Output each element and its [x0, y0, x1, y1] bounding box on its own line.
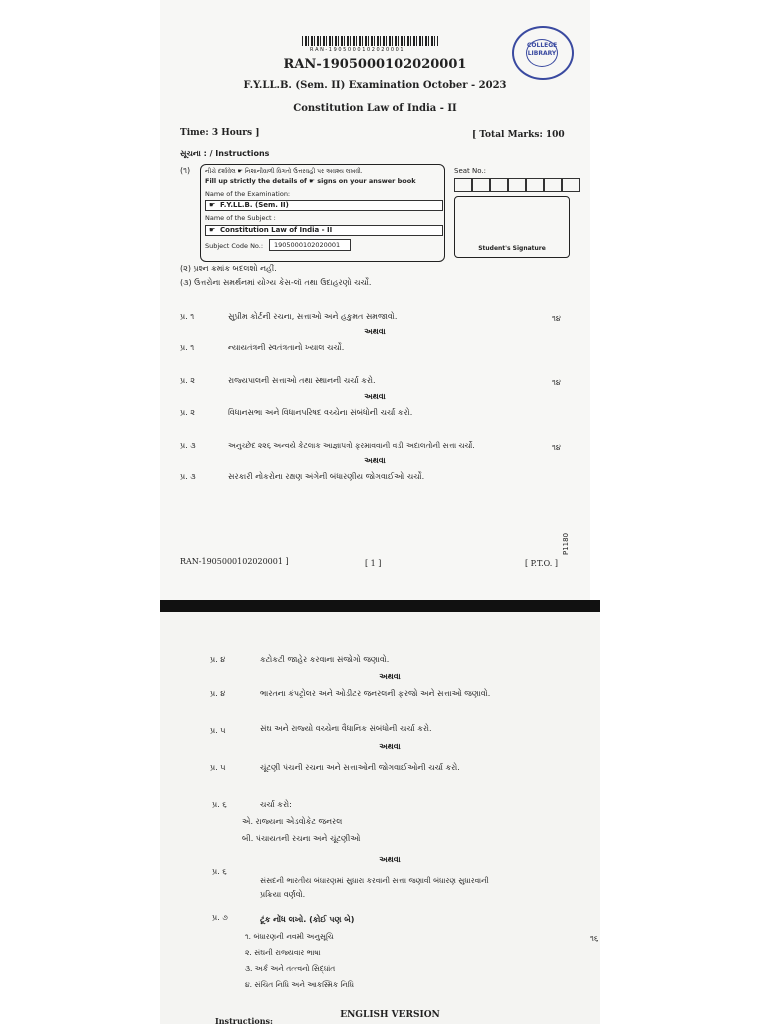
question-number: પ્ર. ૩: [180, 441, 196, 450]
or-label: અથવા: [379, 672, 401, 681]
exam-title: F.Y.LL.B. (Sem. II) Examination October - 2023: [243, 80, 507, 91]
footer-page-number: [ 1 ]: [365, 559, 382, 568]
question-marks: ૧૪: [552, 378, 561, 387]
instruction-1-gujarati: નીચે દર્શાવેલ ☛ નિશાનીવાળી વિગતો ઉત્તરવહી પર અવશ્ય લખવી.: [205, 168, 363, 175]
question-text: ભારતના કંપટ્રોલર અને ઓડીટર જનરલની ફરજો અને સત્તાઓ જણાવો.: [260, 689, 491, 698]
seat-no-box: [454, 178, 472, 192]
ran-number: RAN-1905000102020001: [283, 57, 467, 72]
question-text: ચર્ચા કરો:: [260, 800, 292, 809]
question-number: પ્ર. ૨: [180, 376, 195, 385]
question-marks: ૧૪: [552, 443, 561, 452]
college-library-stamp: COLLEGE LIBRARY: [512, 26, 574, 80]
exam-page-1: [160, 0, 590, 600]
question-marks: ૧૪: [552, 314, 561, 323]
sub-question: બી. પંચાયતની રચના અને ચૂંટણીઓ: [242, 834, 361, 843]
page-separator: [160, 600, 600, 612]
question-number: પ્ર. ૧: [180, 343, 195, 352]
seat-no-box: [526, 178, 544, 192]
question-text: ન્યાયતંત્રની સ્વતંત્રતાનો ખ્યાલ ચર્ચો.: [228, 343, 345, 352]
seat-no-box: [508, 178, 526, 192]
question-number: પ્ર. ૪: [210, 655, 226, 664]
question-number: પ્ર. ૫: [210, 763, 226, 772]
question-number: પ્ર. ૬: [212, 867, 227, 876]
subject-name-field: ☛ Constitution Law of India - II: [205, 225, 443, 236]
question-text: કટોકટી જાહેર કરવાના સંજોગો જણાવો.: [260, 655, 390, 664]
question-number: પ્ર. ૬: [212, 800, 227, 809]
question-number: પ્ર. ૨: [180, 408, 195, 417]
question-text: ટૂંક નોંધ લખો. (કોઈ પણ બે): [260, 915, 355, 924]
signature-box: [454, 196, 570, 258]
instructions-label: Instructions:: [215, 1016, 274, 1026]
question-text: સંઘ અને રાજ્યો વચ્ચેના વૈધાનિક સંબંધોની ચર્ચા કરો.: [260, 724, 432, 733]
list-item: ૧. બંધારણની નવમી અનુસૂચિ: [245, 932, 334, 941]
question-text: રાજ્યપાલની સત્તાઓ તથા સ્થાનની ચર્ચા કરો.: [228, 376, 376, 385]
question-number: પ્ર. ૧: [180, 312, 195, 321]
list-item: ૪. સંચિત નિધિ અને આકસ્મિક નિધિ: [245, 980, 354, 989]
footer-pto: [ P.T.O. ]: [525, 559, 558, 568]
seat-no-box: [490, 178, 508, 192]
question-number: પ્ર. ૫: [210, 726, 226, 735]
question-text: ચૂંટણી પંચની રચના અને સત્તાઓની જોગવાઈઓની ચર્ચા કરો.: [260, 763, 460, 772]
seat-no-box: [472, 178, 490, 192]
question-marks: ૧૬: [590, 934, 599, 943]
exam-page-2: [160, 612, 600, 1024]
question-number: પ્ર. ૪: [210, 689, 226, 698]
barcode: [302, 36, 438, 46]
question-text: વિધાનસભા અને વિધાનપરિષદ વચ્ચેના સંબંધોની ચર્ચા કરો.: [228, 408, 413, 417]
subject-code-field: 1905000102020001: [269, 239, 351, 251]
list-item: ૩. અર્ક અને તત્ત્વનો સિદ્ધાંત: [245, 964, 336, 973]
student-signature-label: Student's Signature: [478, 245, 546, 252]
question-text: સંસદની ભારતીય બંધારણમાં સુધારા કરવાની સત્તા જણાવી બંધારણ સુધારવાની: [260, 876, 489, 885]
subject-code-label: Subject Code No.:: [205, 242, 264, 250]
seat-no-label: Seat No.:: [454, 167, 486, 175]
seat-no-box: [562, 178, 580, 192]
question-text: સરકારી નોકરોના રક્ષણ અંગેની બંધારણીય જોગવાઈઓ ચર્ચો.: [228, 472, 425, 481]
instruction-1-english: Fill up strictly the details of ☛ signs on your answer book: [205, 177, 416, 185]
english-version-heading: ENGLISH VERSION: [340, 1010, 440, 1020]
question-text: સુપ્રીમ કોર્ટની રચના, સત્તાઓ અને હકુમત સમજાવો.: [228, 312, 398, 321]
question-text: પ્રક્રિયા વર્ણવો.: [260, 890, 306, 899]
total-marks: [ Total Marks: 100: [472, 130, 565, 140]
instruction-3: (૩) ઉત્તરોના સમર્થનમાં યોગ્ય કેસ-લૉ તથા ઉદાહરણો ચર્ચો.: [180, 278, 372, 287]
question-number: પ્ર. ૩: [180, 472, 196, 481]
or-label: અથવા: [364, 456, 386, 465]
footer-ran: RAN-1905000102020001 ]: [180, 557, 289, 566]
question-text: અનુચ્છેદ ૨૨૬ અન્વયે કેટલાક આજ્ઞાપત્રો ફરમાવવાની વડી અદાલતોની સત્તા ચર્ચો.: [228, 441, 475, 450]
exam-name-field: ☛ F.Y.LL.B. (Sem. II): [205, 200, 443, 211]
or-label: અથવા: [379, 742, 401, 751]
or-label: અથવા: [364, 327, 386, 336]
question-number: પ્ર. ૭: [212, 913, 228, 922]
subject-name-label: Name of the Subject :: [205, 214, 276, 222]
seat-no-box: [544, 178, 562, 192]
time-label: Time: 3 Hours ]: [180, 128, 260, 138]
or-label: અથવા: [379, 855, 401, 864]
subject-title: Constitution Law of India - II: [293, 103, 457, 114]
sub-question: એ. રાજ્યના એડવોકેટ જનરલ: [242, 817, 343, 826]
or-label: અથવા: [364, 392, 386, 401]
barcode-text: R A N - 1 9 0 5 0 0 0 1 0 2 0 2 0 0 0 1: [310, 47, 404, 53]
instruction-2: (૨) પ્રશ્ન ક્રમાંક બદલશો નહીં.: [180, 264, 277, 273]
footer-code: P1180: [562, 532, 570, 555]
instruction-1-number: (૧): [180, 166, 191, 175]
instructions-heading: સૂચના : / Instructions: [180, 149, 270, 158]
exam-name-label: Name of the Examination:: [205, 190, 291, 198]
instruction-1-box: [200, 164, 445, 262]
list-item: ૨. સંઘની રાજ્યવાર ભાષા: [245, 948, 321, 957]
